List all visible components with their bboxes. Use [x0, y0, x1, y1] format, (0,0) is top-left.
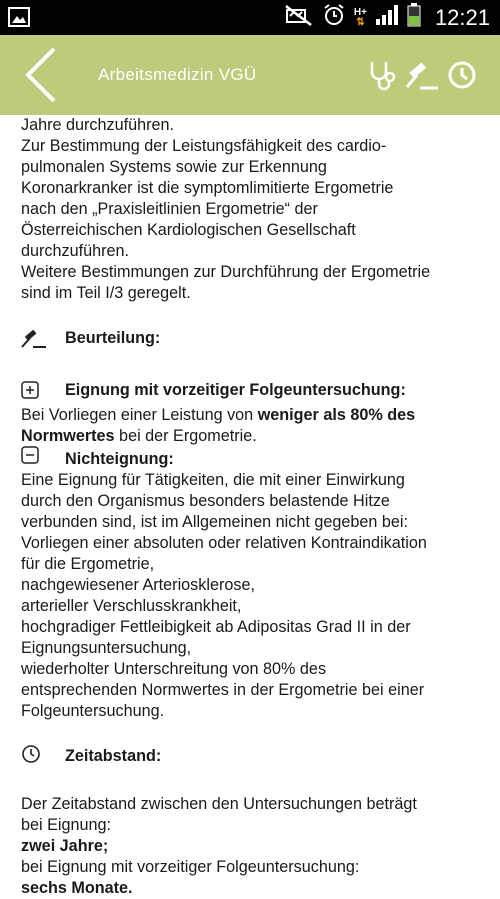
text-line: Koronarkranker ist die symptomlimitierte Ergometrie [21, 179, 394, 197]
gavel-icon [21, 328, 65, 356]
network-type-label: H+ [353, 6, 367, 18]
section-nichteignung [21, 449, 491, 470]
image-icon [8, 7, 30, 32]
text-line: entsprechenden Normwertes in der Ergometrie bei einer [21, 681, 425, 699]
status-bar [0, 0, 500, 35]
nichteignung-text [21, 470, 491, 722]
text-line [21, 836, 491, 857]
app-bar [0, 35, 500, 115]
text-line: bei Eignung mit vorzeitiger Folgeuntersuchung: [21, 858, 360, 876]
bold-fragment: Normwertes [21, 427, 115, 445]
text-line: verbunden sind, ist im Allgemeinen nicht gegeben bei: [21, 513, 408, 531]
gavel-icon[interactable] [405, 59, 439, 93]
section-heading: Beurteilung: [65, 329, 161, 347]
signal-icon [375, 4, 399, 31]
text-line: durch den Organismus besonders belastende Hitze [21, 492, 390, 510]
text-line: arterieller Verschlusskrankheit, [21, 597, 242, 615]
text-line: Eine Eignung für Tätigkeiten, die mit einer Einwirkung [21, 471, 405, 489]
bold-fragment: sechs Monate. [21, 879, 133, 897]
content-body [21, 115, 491, 899]
intro-paragraph [21, 115, 491, 304]
text-line: wiederholter Unterschreitung von 80% des [21, 660, 327, 678]
text-fragment: Bei Vorliegen einer Leistung von [21, 406, 258, 424]
app-title: Arbeitsmedizin VGÜ [98, 65, 257, 84]
text-line: Österreichischen Kardiologischen Gesellschaft [21, 221, 356, 239]
text-line: nachgewiesener Arteriosklerose, [21, 576, 255, 594]
text-line: Zur Bestimmung der Leistungsfähigkeit des cardio- [21, 137, 387, 155]
plus-box-icon [21, 380, 65, 405]
text-line: sind im Teil I/3 geregelt. [21, 284, 191, 302]
text-line: Vorliegen einer absoluten oder relativen Kontraindikation [21, 534, 427, 552]
section-beurteilung [21, 328, 491, 356]
clock-icon [21, 746, 65, 770]
stethoscope-icon[interactable] [366, 59, 400, 93]
section-eignung [21, 380, 491, 405]
section-heading: Eignung mit vorzeitiger Folgeuntersuchung: [65, 381, 406, 399]
text-line: Folgeuntersuchung. [21, 702, 165, 720]
text-line: Der Zeitabstand zwischen den Untersuchungen beträgt [21, 795, 417, 813]
clock-icon[interactable] [446, 59, 480, 93]
text-line: Weitere Bestimmungen zur Durchführung der Ergometrie [21, 263, 431, 281]
text-line: bei Eignung: [21, 816, 112, 834]
text-line: durchzuführen. [21, 242, 129, 260]
battery-icon [407, 3, 421, 32]
minus-box-icon [21, 449, 65, 470]
mute-icon [284, 4, 314, 31]
alarm-icon [322, 3, 346, 32]
bold-fragment: zwei Jahre; [21, 837, 109, 855]
text-line: hochgradiger Fettleibigkeit ab Adipositas Grad II in der [21, 618, 411, 636]
text-fragment: bei der Ergometrie. [114, 427, 257, 445]
section-heading: Zeitabstand: [65, 747, 162, 765]
text-line: nach den „Praxisleitlinien Ergometrie“ der [21, 200, 318, 218]
clock-time: 12:21 [434, 4, 490, 30]
text-line: pulmonalen Systems sowie zur Erkennung [21, 158, 327, 176]
section-heading: Nichteignung: [65, 450, 174, 468]
bold-fragment: weniger als 80% des [257, 406, 416, 424]
zeitabstand-text [21, 794, 491, 899]
section-zeitabstand [21, 746, 491, 770]
text-line: Eignungsuntersuchung, [21, 639, 192, 657]
text-line: für die Ergometrie, [21, 555, 155, 573]
eignung-text [21, 405, 491, 447]
back-icon[interactable] [22, 45, 62, 105]
text-line: Jahre durchzuführen. [21, 116, 174, 134]
network-indicator: H+ ⇅ [353, 6, 367, 28]
